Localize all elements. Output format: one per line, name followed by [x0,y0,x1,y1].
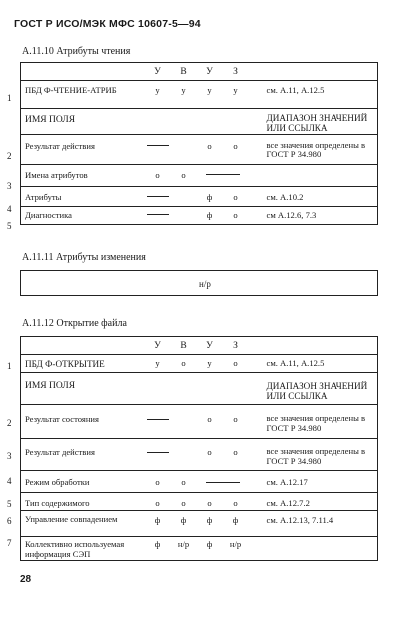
table-row: Результат действия о о все значения определены в ГОСТ Р 34.980 [21,134,378,164]
row-number: 7 [7,538,12,548]
not-applicable-value: н/р [199,279,211,289]
section-10-table [20,62,378,225]
table-row: Коллективно используемая информация СЭП ф н/р ф н/р [21,537,378,561]
column-header: У [197,63,223,81]
row-number: 1 [7,361,12,371]
section-10-title: А.11.10 Атрибуты чтения [22,46,131,57]
column-header: У [197,337,223,355]
row-number: 6 [7,516,12,526]
table-row: ПБД Ф-ЧТЕНИЕ-АТРИБ у у у у см. А.11, А.12.5 [21,81,378,109]
table-row: Диагностика ф о см А.12.6, 7.3 [21,206,378,224]
column-header: В [171,337,197,355]
column-header: В [171,63,197,81]
section-12-table [20,336,378,561]
column-header: З [223,63,249,81]
table-header-row [21,337,378,355]
row-number: 4 [7,476,12,486]
table-row: Тип содержимого о о о о см. А.12.7.2 [21,493,378,511]
row-number: 1 [7,93,12,103]
table-row: Результат действия о о все значения определены в ГОСТ Р 34.980 [21,439,378,471]
row-number: 4 [7,204,12,214]
row-number: 2 [7,151,12,161]
table-row: ИМЯ ПОЛЯ ДИАПАЗОН ЗНАЧЕНИЙ ИЛИ ССЫЛКА [21,109,378,135]
row-number: 5 [7,499,12,509]
table-row: ИМЯ ПОЛЯ ДИАПАЗОН ЗНАЧЕНИЙ ИЛИ ССЫЛКА [21,373,378,405]
dash-mark [147,419,169,420]
column-header: З [223,337,249,355]
table-row: Управление совпадением ф ф ф ф см. А.12.13, 7.11.4 [21,511,378,537]
column-header: У [145,337,171,355]
row-number: 3 [7,181,12,191]
table-row: Режим обработки о о см. А.12.17 [21,471,378,493]
table-row: Результат состояния о о все значения определены в ГОСТ Р 34.980 [21,405,378,439]
dash-mark [147,145,169,146]
table-row: Атрибуты ф о см. А.10.2 [21,186,378,206]
column-header: У [145,63,171,81]
page-number: 28 [20,574,32,585]
dash-mark [206,174,240,175]
dash-mark [147,214,169,215]
table-row: Имена атрибутов о о [21,164,378,186]
table-row: ПБД Ф-ОТКРЫТИЕ у о у о см. А.11, А.12.5 [21,355,378,373]
row-number: 5 [7,221,12,231]
section-11-title: А.11.11 Атрибуты изменения [22,252,146,263]
row-number: 3 [7,451,12,461]
dash-mark [147,452,169,453]
section-12-title: А.11.12 Открытие файла [22,318,127,329]
dash-mark [147,196,169,197]
row-number: 2 [7,418,12,428]
dash-mark [206,482,240,483]
section-11-box [20,270,378,296]
table-header-row [21,63,378,81]
document-header: ГОСТ Р ИСО/МЭК МФС 10607-5—94 [14,18,201,30]
